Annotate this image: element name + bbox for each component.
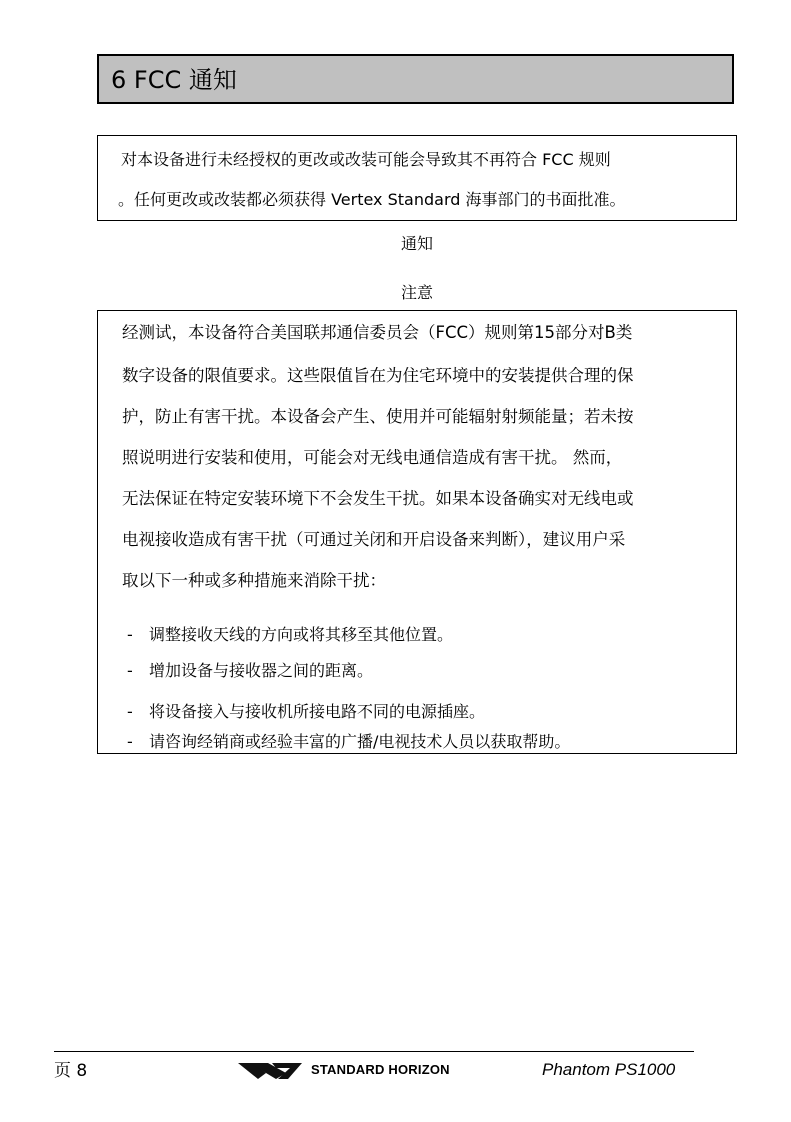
notice-label: 通知 xyxy=(400,234,433,253)
footer-page-number: 页 8 xyxy=(54,1061,88,1081)
notice-bullet-item xyxy=(127,731,570,753)
notice-bullet-item xyxy=(127,624,453,646)
fcc-notice-box xyxy=(97,310,737,754)
notice-paragraph-line: 照说明进行安装和使用，可能会对无线电通信造成有害干扰。 然而， xyxy=(122,448,623,467)
bullet-marker: - xyxy=(127,702,133,721)
notice-bullet-item xyxy=(127,701,485,723)
notice-paragraph-line: 电视接收造成有害干扰（可通过关闭和开启设备来判断），建议用户采 xyxy=(122,530,626,549)
footer-brand-name: STANDARD HORIZON xyxy=(311,1062,450,1077)
warning-line: 对本设备进行未经授权的更改或改装可能会导致其不再符合 FCC 规则 xyxy=(121,150,611,169)
notice-paragraph-line: 取以下一种或多种措施来消除干扰： xyxy=(122,571,386,590)
bullet-marker: - xyxy=(127,661,133,680)
bullet-text: 将设备接入与接收机所接电路不同的电源插座。 xyxy=(149,702,486,721)
bullet-marker: - xyxy=(127,625,133,644)
notice-paragraph-line: 护，防止有害干扰。本设备会产生、使用并可能辐射射频能量；若未按 xyxy=(122,407,634,426)
notice-bullet-item xyxy=(127,660,373,682)
warning-line: 。任何更改或改装都必须获得 Vertex Standard 海事部门的书面批准。 xyxy=(118,190,626,209)
bullet-text: 请咨询经销商或经验丰富的广播/电视技术人员以获取帮助。 xyxy=(149,732,571,751)
caution-label: 注意 xyxy=(400,283,433,302)
section-title-box xyxy=(97,54,734,104)
bullet-text: 增加设备与接收器之间的距离。 xyxy=(149,661,374,680)
footer-divider xyxy=(54,1051,694,1052)
footer-model-name: Phantom PS1000 xyxy=(542,1060,676,1079)
notice-paragraph-line: 数字设备的限值要求。这些限值旨在为住宅环境中的安装提供合理的保 xyxy=(122,366,634,385)
bullet-marker: - xyxy=(127,732,133,751)
fcc-warning-box xyxy=(97,135,737,221)
bullet-text: 调整接收天线的方向或将其移至其他位置。 xyxy=(149,625,454,644)
section-title: 6 FCC 通知 xyxy=(111,66,237,94)
standard-horizon-logo-icon xyxy=(238,1060,304,1082)
notice-paragraph-line: 无法保证在特定安装环境下不会发生干扰。如果本设备确实对无线电或 xyxy=(122,489,634,508)
notice-paragraph-line: 经测试，本设备符合美国联邦通信委员会（FCC）规则第15部分对B类 xyxy=(122,323,633,342)
